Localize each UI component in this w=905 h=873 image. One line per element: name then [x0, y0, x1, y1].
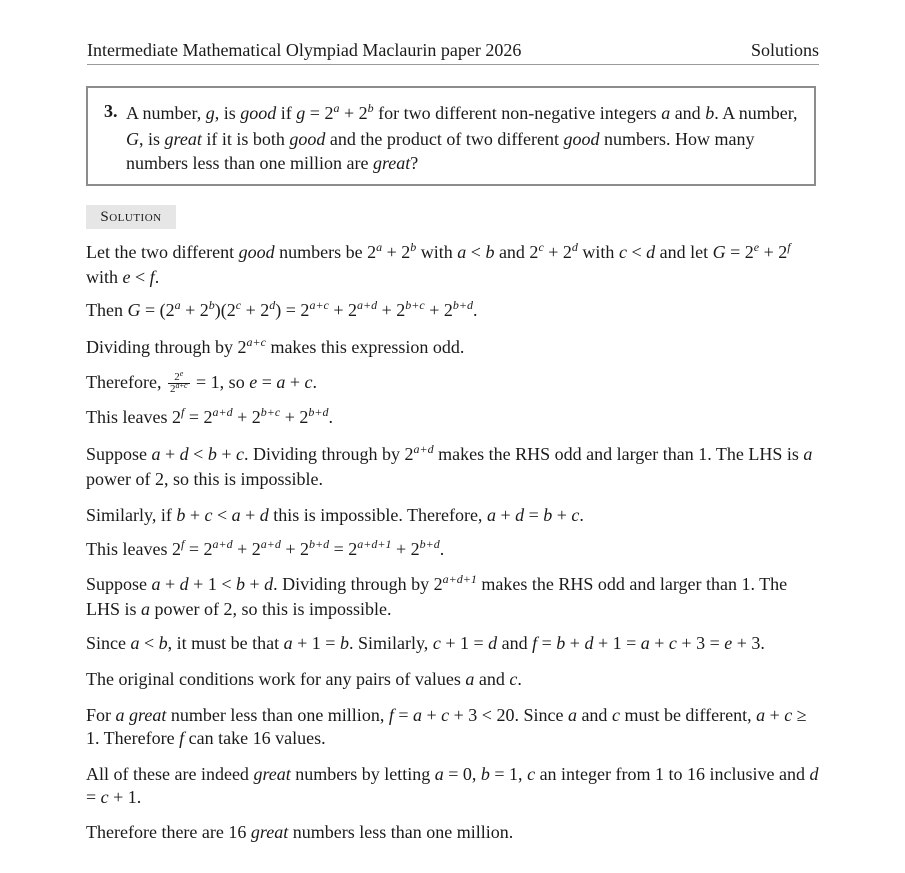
solution-label: Solution — [86, 205, 176, 229]
solution-line-9: Suppose a + d + 1 < b + d. Dividing through by $2^{a+d+1}$ makes the RHS odd and larger than 1. The LHS is a power of 2, so this is impossible. — [86, 572, 788, 619]
page-header — [87, 40, 819, 65]
question-number: 3. — [104, 101, 118, 121]
solution-line-4: Therefore, $\frac{2^e}{2^{a+c}}$ = 1, so e = a + c. — [86, 369, 317, 396]
question-text: A number, g, is good if $g = 2^a + 2^b$ for two different non-negative integers a and b. A number, G, is great if it is both good and the product of two different good numbers. How many numbers less than one million are great? — [126, 101, 798, 173]
solution-line-6: Suppose a + d < b + c. Dividing through by $2^{a+d}$ makes the RHS odd and larger than 1. The LHS is a power of 2, so this is impossible. — [86, 442, 813, 489]
solution-line-14: Therefore there are 16 great numbers less than one million. — [86, 822, 514, 842]
solution-line-8: This leaves $2^f = 2^{a+d} + 2^{a+d} + 2^{b+d} = 2^{a+d+1} + 2^{b+d}$. — [86, 537, 445, 559]
solution-line-1: Let the two different good numbers be $2^a + 2^b$ with a < b and $2^c + 2^d$ with c < d and let $G = 2^e + 2^f$ with e < f. — [86, 240, 791, 287]
solution-line-5: This leaves $2^f = 2^{a+d} + 2^{b+c} + 2^{b+d}$. — [86, 405, 333, 427]
solution-line-10: Since a < b, it must be that a + 1 = b. Similarly, c + 1 = d and f = b + d + 1 = a + c + 3 = e + 3. — [86, 633, 765, 653]
header-title: Intermediate Mathematical Olympiad Maclaurin paper 2026 — [87, 40, 522, 60]
solution-line-13: All of these are indeed great numbers by letting a = 0, b = 1, c an integer from 1 to 16 inclusive and d = c + 1. — [86, 764, 819, 807]
solution-line-12: For a great number less than one million, f = a + c + 3 < 20. Since a and c must be different, a + c ≥ 1. Therefore f can take 16 values. — [86, 705, 807, 748]
solution-line-2: Then $G = (2^a + 2^b)(2^c + 2^d) = 2^{a+c} + 2^{a+d} + 2^{b+c} + 2^{b+d}$. — [86, 298, 478, 320]
question-box — [86, 86, 816, 186]
solution-line-7: Similarly, if b + c < a + d this is impossible. Therefore, a + d = b + c. — [86, 505, 584, 525]
solution-line-3: Dividing through by $2^{a+c}$ makes this expression odd. — [86, 335, 465, 357]
header-section: Solutions — [750, 40, 819, 60]
solution-line-11: The original conditions work for any pairs of values a and c. — [86, 669, 522, 689]
